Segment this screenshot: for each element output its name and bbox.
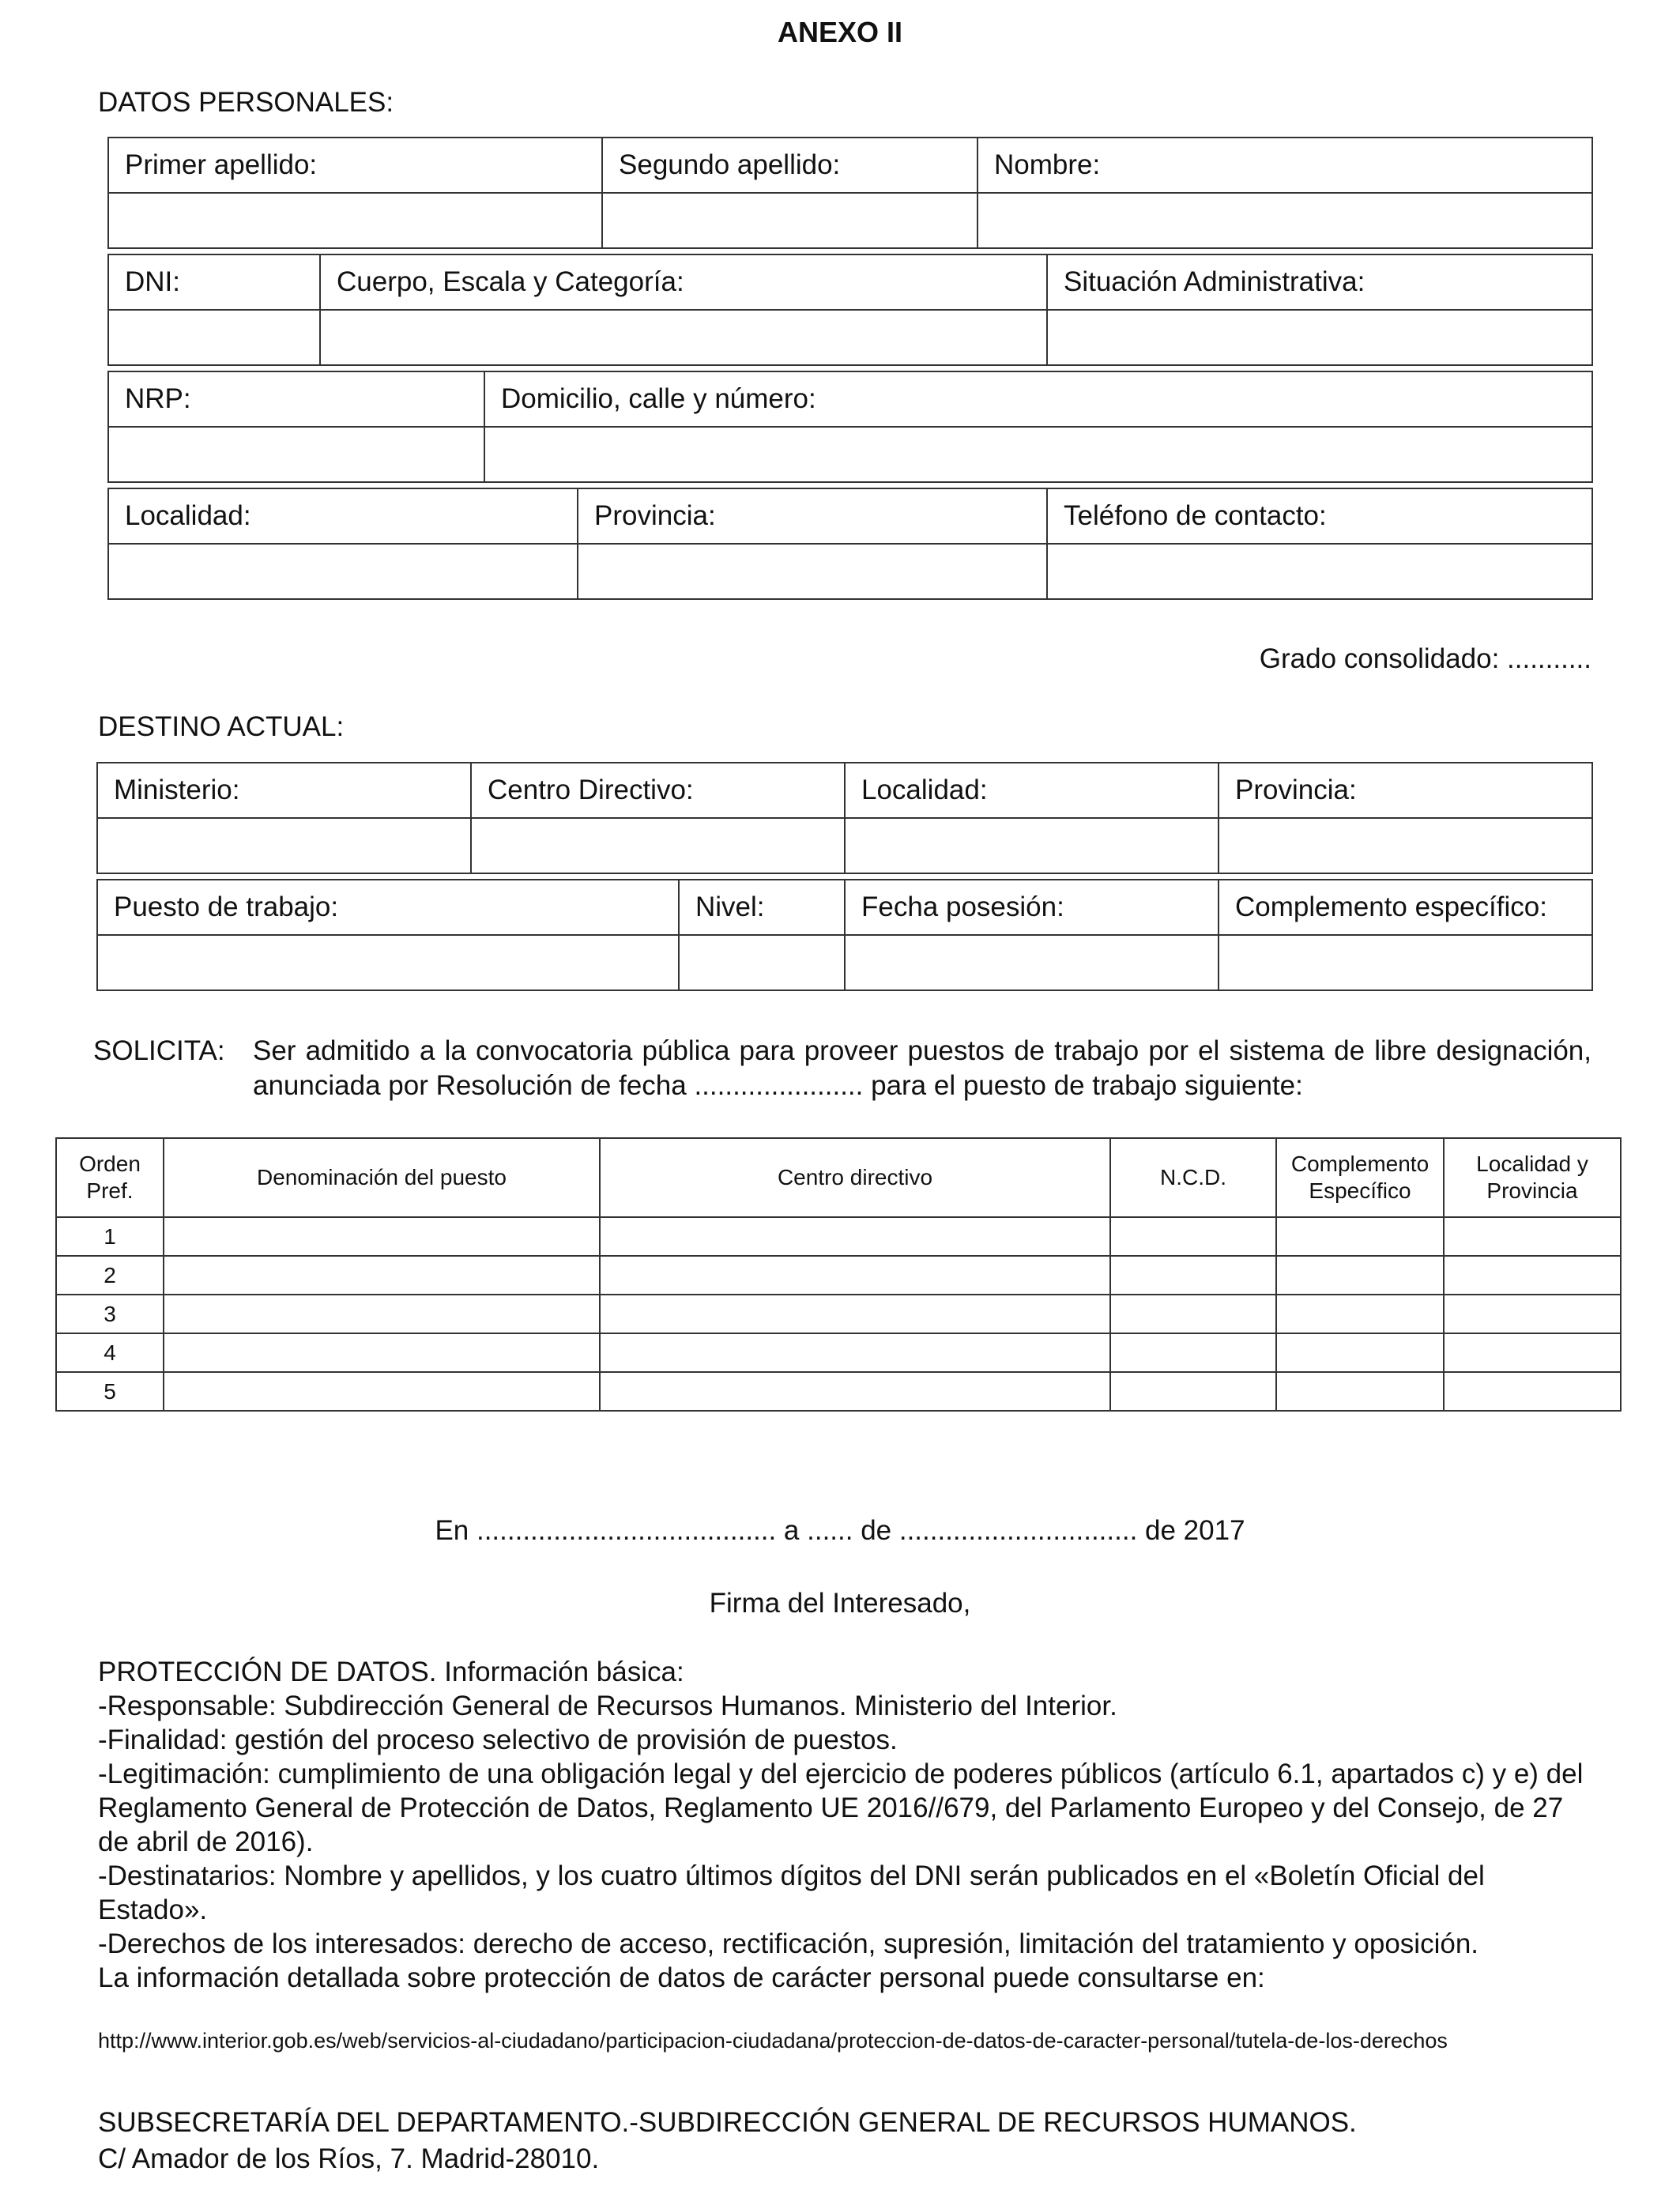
datos-dni-table	[107, 254, 1593, 366]
footer-subsecretaria: SUBSECRETARÍA DEL DEPARTAMENTO.-SUBDIRECCIÓN GENERAL DE RECURSOS HUMANOS.	[98, 2107, 1357, 2138]
cell-centro[interactable]	[600, 1256, 1110, 1295]
input-destino-localidad[interactable]	[845, 818, 1219, 873]
header-orden-pref: Orden Pref.	[56, 1138, 164, 1217]
firma-interesado: Firma del Interesado,	[709, 1588, 971, 1619]
cell-ncd[interactable]	[1110, 1217, 1276, 1256]
cell-localidad[interactable]	[1444, 1372, 1621, 1411]
label-provincia: Provincia:	[578, 488, 1047, 544]
label-cuerpo-escala: Cuerpo, Escala y Categoría:	[320, 254, 1047, 310]
proteccion-line: -Finalidad: gestión del proceso selectivo de provisión de puestos.	[98, 1725, 898, 1755]
cell-ncd[interactable]	[1110, 1372, 1276, 1411]
row-number: 5	[56, 1372, 164, 1411]
preferencias-table	[55, 1137, 1622, 1412]
label-primer-apellido: Primer apellido:	[108, 138, 602, 193]
cell-ncd[interactable]	[1110, 1295, 1276, 1333]
proteccion-line: -Destinatarios: Nombre y apellidos, y los cuatro últimos dígitos del DNI serán publicados en el «Boletín Oficial del Estado».	[98, 1860, 1485, 1925]
cell-localidad[interactable]	[1444, 1256, 1621, 1295]
input-nivel[interactable]	[679, 935, 845, 990]
cell-denominacion[interactable]	[164, 1372, 600, 1411]
cell-complemento[interactable]	[1276, 1295, 1444, 1333]
solicita-text: Ser admitido a la convocatoria pública para proveer puestos de trabajo por el sistema de libre designación, anunciada por Resolución de fecha ...................... para el puesto de trabajo siguiente:	[253, 1035, 1591, 1101]
cell-denominacion[interactable]	[164, 1333, 600, 1372]
input-ministerio[interactable]	[97, 818, 471, 873]
cell-denominacion[interactable]	[164, 1256, 600, 1295]
cell-centro[interactable]	[600, 1217, 1110, 1256]
header-denominacion-puesto: Denominación del puesto	[164, 1138, 600, 1217]
cell-complemento[interactable]	[1276, 1256, 1444, 1295]
cell-localidad[interactable]	[1444, 1295, 1621, 1333]
label-dni: DNI:	[108, 254, 320, 310]
destino-actual-heading: DESTINO ACTUAL:	[98, 711, 345, 742]
datos-localidad-table	[107, 488, 1593, 600]
proteccion-line: -Responsable: Subdirección General de Recursos Humanos. Ministerio del Interior.	[98, 1691, 1117, 1721]
cell-ncd[interactable]	[1110, 1256, 1276, 1295]
cell-centro[interactable]	[600, 1295, 1110, 1333]
label-ministerio: Ministerio:	[97, 763, 471, 818]
input-primer-apellido[interactable]	[108, 193, 602, 248]
cell-denominacion[interactable]	[164, 1217, 600, 1256]
cell-localidad[interactable]	[1444, 1217, 1621, 1256]
input-fecha-posesion[interactable]	[845, 935, 1219, 990]
proteccion-line: -Legitimación: cumplimiento de una obligación legal y del ejercicio de poderes públicos (artículo 6.1, apartados c) y e) del Reglamento General de Protección de Datos, Reglamento UE 2016//679, del Parlamento Europeo y del Consejo, de 27 de abril de 2016).	[98, 1759, 1584, 1857]
label-fecha-posesion: Fecha posesión:	[845, 880, 1219, 935]
cell-localidad[interactable]	[1444, 1333, 1621, 1372]
header-localidad-provincia: Localidad y Provincia	[1444, 1138, 1621, 1217]
proteccion-line: -Derechos de los interesados: derecho de acceso, rectificación, supresión, limitación del tratamiento y oposición.	[98, 1928, 1479, 1959]
input-segundo-apellido[interactable]	[602, 193, 977, 248]
destino-actual-table-1	[96, 762, 1593, 874]
input-cuerpo-escala[interactable]	[320, 310, 1047, 365]
cell-complemento[interactable]	[1276, 1372, 1444, 1411]
label-nombre: Nombre:	[977, 138, 1592, 193]
input-localidad[interactable]	[108, 544, 578, 599]
input-provincia[interactable]	[578, 544, 1047, 599]
label-nrp: NRP:	[108, 371, 484, 427]
label-destino-provincia: Provincia:	[1219, 763, 1592, 818]
cell-complemento[interactable]	[1276, 1333, 1444, 1372]
input-nrp[interactable]	[108, 427, 484, 482]
input-complemento-especifico[interactable]	[1219, 935, 1592, 990]
destino-actual-table-2	[96, 879, 1593, 991]
input-centro-directivo[interactable]	[471, 818, 845, 873]
input-puesto-trabajo[interactable]	[97, 935, 679, 990]
fecha-linea: En ....................................... a ...... de ............................... de 2017	[435, 1515, 1245, 1546]
row-number: 2	[56, 1256, 164, 1295]
label-situacion-administrativa: Situación Administrativa:	[1047, 254, 1592, 310]
label-destino-localidad: Localidad:	[845, 763, 1219, 818]
table-row	[56, 1333, 1621, 1372]
label-localidad: Localidad:	[108, 488, 578, 544]
label-complemento-especifico: Complemento específico:	[1219, 880, 1592, 935]
footer-direccion: C/ Amador de los Ríos, 7. Madrid-28010.	[98, 2143, 600, 2174]
row-number: 1	[56, 1217, 164, 1256]
label-puesto-trabajo: Puesto de trabajo:	[97, 880, 679, 935]
grado-consolidado: Grado consolidado: ...........	[1259, 643, 1591, 674]
label-segundo-apellido: Segundo apellido:	[602, 138, 977, 193]
datos-personales-heading: DATOS PERSONALES:	[98, 87, 394, 118]
cell-ncd[interactable]	[1110, 1333, 1276, 1372]
datos-nrp-table	[107, 371, 1593, 483]
cell-complemento[interactable]	[1276, 1217, 1444, 1256]
label-centro-directivo: Centro Directivo:	[471, 763, 845, 818]
input-situacion-administrativa[interactable]	[1047, 310, 1592, 365]
table-row	[56, 1295, 1621, 1333]
cell-centro[interactable]	[600, 1333, 1110, 1372]
proteccion-line: PROTECCIÓN DE DATOS. Información básica:	[98, 1657, 684, 1687]
input-nombre[interactable]	[977, 193, 1592, 248]
row-number: 3	[56, 1295, 164, 1333]
input-dni[interactable]	[108, 310, 320, 365]
header-centro-directivo: Centro directivo	[600, 1138, 1110, 1217]
row-number: 4	[56, 1333, 164, 1372]
proteccion-line: La información detallada sobre protección de datos de carácter personal puede consultarse en:	[98, 1962, 1265, 1993]
input-destino-provincia[interactable]	[1219, 818, 1592, 873]
header-ncd: N.C.D.	[1110, 1138, 1276, 1217]
input-telefono[interactable]	[1047, 544, 1592, 599]
table-row	[56, 1372, 1621, 1411]
cell-denominacion[interactable]	[164, 1295, 600, 1333]
label-domicilio: Domicilio, calle y número:	[484, 371, 1592, 427]
table-row	[56, 1217, 1621, 1256]
table-row	[56, 1256, 1621, 1295]
cell-centro[interactable]	[600, 1372, 1110, 1411]
input-domicilio[interactable]	[484, 427, 1592, 482]
header-complemento-especifico: Complemento Específico	[1276, 1138, 1444, 1217]
label-telefono: Teléfono de contacto:	[1047, 488, 1592, 544]
document-title: ANEXO II	[777, 16, 903, 48]
label-nivel: Nivel:	[679, 880, 845, 935]
solicita-label: SOLICITA:	[93, 1035, 225, 1066]
proteccion-url-link[interactable]: http://www.interior.gob.es/web/servicios-al-ciudadano/participacion-ciudadana/proteccion-de-datos-de-caracter-personal/tutela-de-los-derechos	[98, 2029, 1448, 2053]
datos-personales-table	[107, 137, 1593, 249]
proteccion-datos	[98, 1655, 1599, 1995]
